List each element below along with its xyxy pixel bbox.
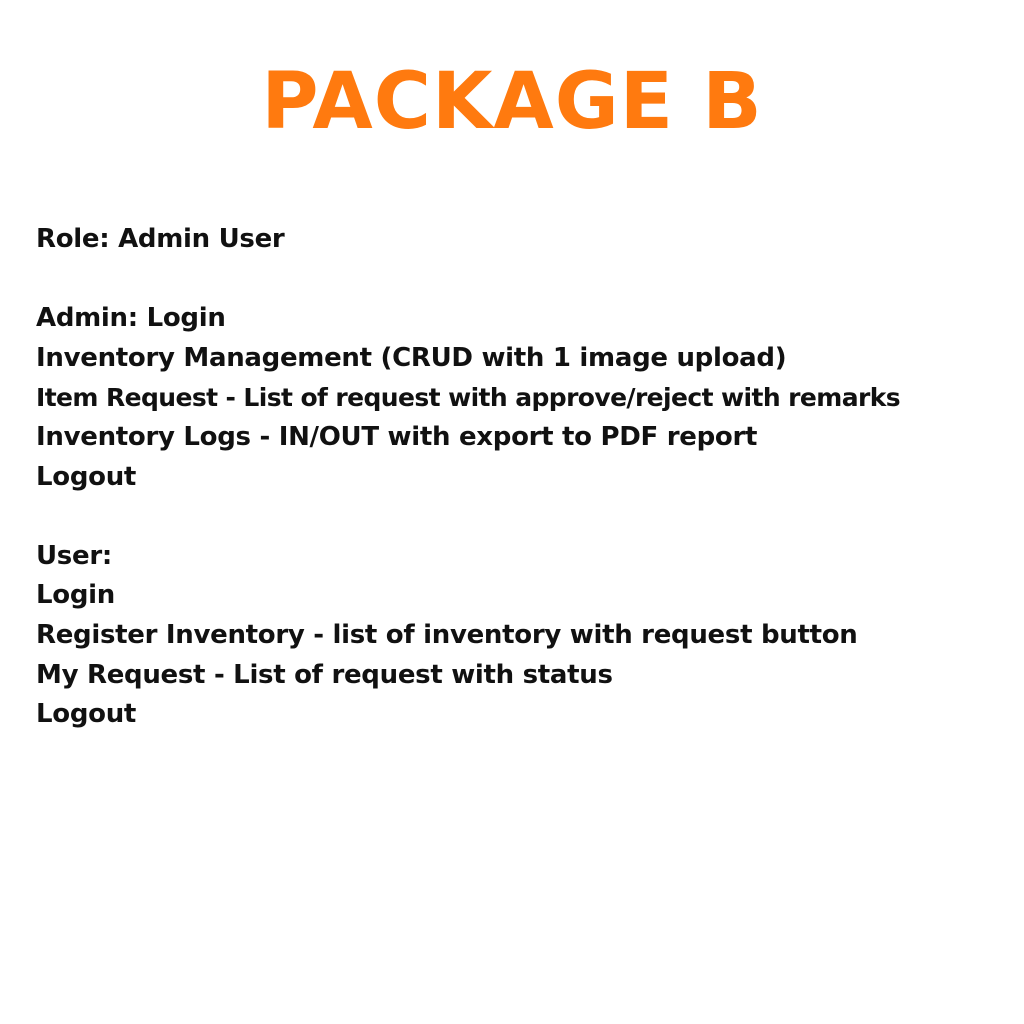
role-line: Role: Admin User xyxy=(36,224,285,254)
admin-item-inventory-management: Inventory Management (CRUD with 1 image upload) xyxy=(36,342,787,373)
user-section xyxy=(36,537,1006,735)
admin-section xyxy=(36,299,1006,497)
admin-heading: Admin: Login xyxy=(36,303,226,334)
user-heading: User: xyxy=(36,540,112,571)
user-item-my-request: My Request - List of request with status xyxy=(36,659,613,690)
user-item-logout: Logout xyxy=(36,699,137,730)
user-item-login: Login xyxy=(36,580,115,611)
admin-item-logout: Logout xyxy=(36,461,137,492)
spacer xyxy=(36,497,1006,537)
admin-item-item-request: Item Request - List of request with approve/reject with remarks xyxy=(36,383,900,413)
package-title: PACKAGE B xyxy=(261,57,763,147)
admin-item-inventory-logs: Inventory Logs - IN/OUT with export to PDF report xyxy=(36,421,758,452)
package-content xyxy=(36,220,1006,735)
spacer xyxy=(36,260,1006,300)
user-item-register-inventory: Register Inventory - list of inventory with request button xyxy=(36,619,858,650)
